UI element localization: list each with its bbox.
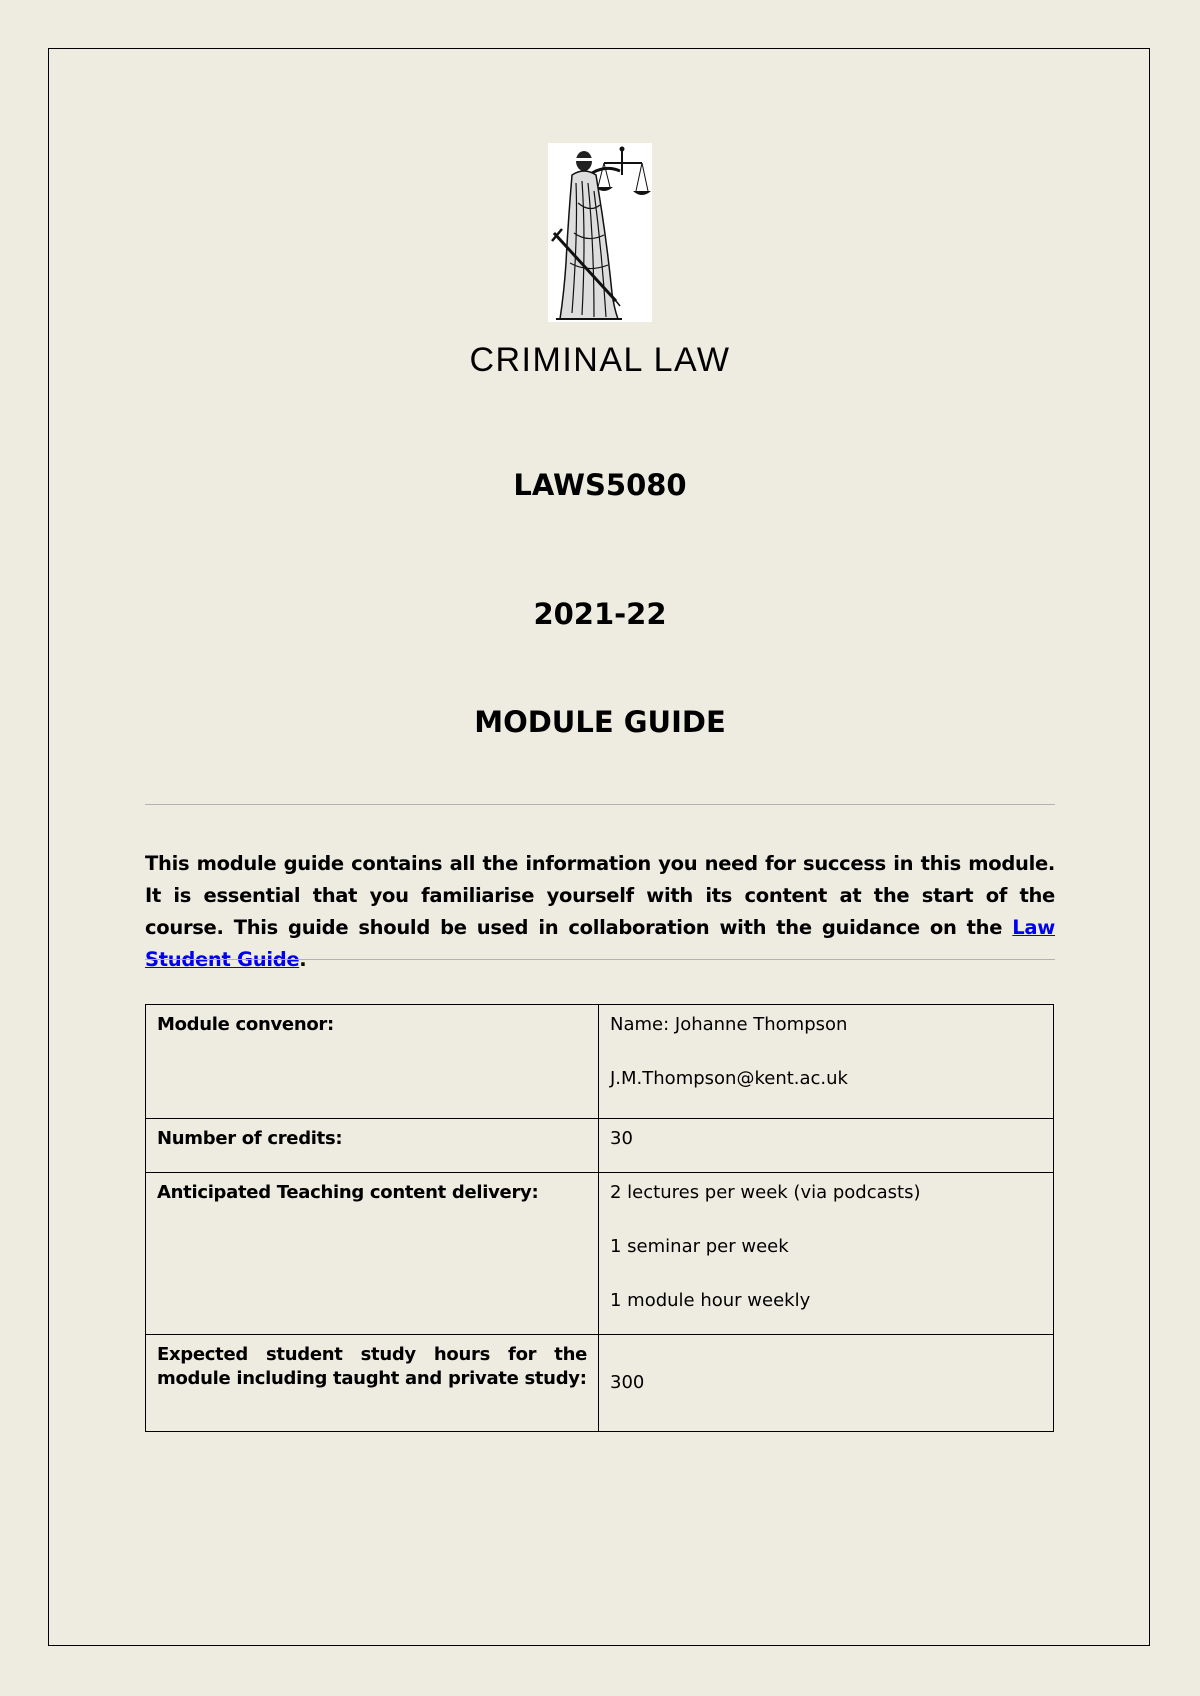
intro-text-end: .: [299, 948, 307, 971]
document-subtitle: MODULE GUIDE: [474, 705, 726, 739]
lady-justice-icon: [548, 143, 652, 322]
divider-bottom: [145, 959, 1055, 960]
row-label: Number of credits:: [146, 1119, 599, 1173]
study-hours-value: 300: [610, 1372, 645, 1393]
table-row: [146, 1119, 1054, 1173]
credits-value: 30: [610, 1128, 633, 1149]
intro-text: This module guide contains all the information you need for success in this module. It is essential that you familiarise yourself with its content at the start of the course. This guide should be used in collaboration with the guidance on the: [145, 852, 1055, 939]
delivery-item: 1 module hour weekly: [610, 1290, 811, 1311]
table-row: [146, 1335, 1054, 1432]
row-value: [599, 1335, 1054, 1432]
delivery-item: 1 seminar per week: [610, 1236, 789, 1257]
convenor-name: Name: Johanne Thompson: [610, 1014, 848, 1035]
law-student-guide-link[interactable]: Law Student Guide: [145, 916, 1055, 971]
row-label: Module convenor:: [146, 1005, 599, 1119]
academic-year: 2021-22: [533, 597, 667, 631]
table-row: [146, 1005, 1054, 1119]
row-value: [599, 1173, 1054, 1335]
row-label: Anticipated Teaching content delivery:: [146, 1173, 599, 1335]
divider-top: [145, 804, 1055, 805]
row-label: Expected student study hours for the module including taught and private study:: [146, 1335, 599, 1432]
document-title: CRIMINAL LAW: [469, 341, 731, 379]
delivery-item: 2 lectures per week (via podcasts): [610, 1182, 921, 1203]
module-code: LAWS5080: [513, 468, 687, 502]
table-row: [146, 1173, 1054, 1335]
row-value: [599, 1119, 1054, 1173]
convenor-email: J.M.Thompson@kent.ac.uk: [610, 1068, 848, 1089]
row-value: [599, 1005, 1054, 1119]
intro-paragraph: [145, 848, 1055, 976]
module-info-table: [145, 1004, 1054, 1432]
